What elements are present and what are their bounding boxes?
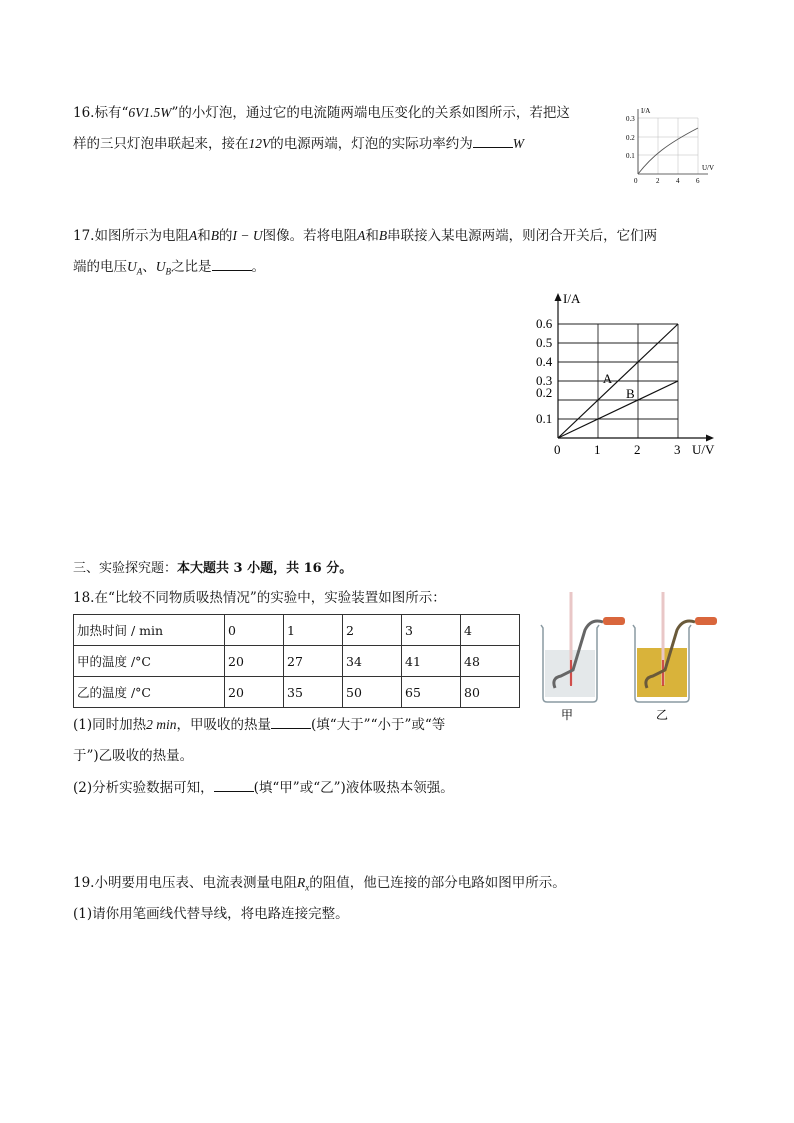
q17-line2b: 之比是	[171, 259, 212, 275]
q17-text2: 的	[218, 228, 233, 244]
q18-sub2-blank[interactable]	[214, 779, 254, 792]
q16-line2b: 的电源两端，灯泡的实际功率约为	[270, 136, 473, 152]
series-line-B	[558, 381, 678, 438]
q17-text4: 串联接入某电源两端，则闭合开关后，它们两	[387, 228, 658, 244]
x-tick-label: 1	[594, 442, 601, 457]
q19-rx: R	[296, 875, 306, 890]
x-tick-label: 0	[554, 442, 561, 457]
y-tick-label: 0.1	[536, 411, 553, 426]
series-label-B: B	[626, 386, 635, 402]
table-cell: 48	[461, 646, 520, 677]
q17-line2a: 端的电压	[73, 259, 127, 275]
y-tick-label: 0.6	[536, 316, 553, 331]
section3-prefix: 三、实验探究题：	[73, 561, 178, 576]
table-row	[74, 615, 520, 646]
y-tick-label: 0.2	[536, 385, 553, 400]
q17-iu-chart	[530, 285, 730, 460]
table-cell: 34	[343, 646, 402, 677]
beaker-jia	[541, 592, 625, 722]
q17-y-arrow	[555, 293, 562, 301]
q17-line1	[73, 227, 657, 245]
q16-xlabel: U/V	[702, 164, 715, 172]
section3-heading	[73, 560, 352, 578]
q16-ylabel: I/A	[641, 107, 651, 115]
q19-number: 19.	[73, 875, 95, 891]
q16-text2: ”的小灯泡，通过它的电流随两端电压变化的关系如图所示，若把这	[171, 105, 570, 121]
q19-rx-sub: x	[305, 882, 310, 893]
q19-sub1	[73, 905, 349, 923]
q17-answer-blank[interactable]	[212, 258, 252, 271]
q17-and: 和	[197, 228, 211, 244]
q16-line1	[73, 104, 570, 122]
table-cell: 20	[225, 677, 284, 708]
q16-xtick: 6	[696, 177, 700, 185]
q17-ua: U	[127, 259, 137, 274]
y-tick-label: 0.4	[536, 354, 553, 369]
q17-period: 。	[251, 259, 265, 275]
clip-yi	[695, 617, 717, 625]
q17-ub-sub: B	[165, 266, 171, 277]
q16-line2	[73, 135, 524, 153]
table-cell: 0	[225, 615, 284, 646]
table-cell: 80	[461, 677, 520, 708]
q18-line1	[73, 589, 446, 607]
q17-text3: 图像。若将电阻	[262, 228, 358, 244]
q17-ua-sub: A	[136, 266, 143, 277]
q18-sub2-b: (填“甲”或“乙”)液体吸热本领强。	[253, 780, 454, 796]
clip-jia	[603, 617, 625, 625]
table-cell-label: 加热时间 / min	[74, 615, 225, 646]
q17-b2: B	[378, 228, 388, 243]
beaker-label-jia: 甲	[561, 708, 574, 722]
q17-x-arrow	[706, 435, 714, 442]
q16-answer-blank[interactable]	[473, 135, 513, 148]
q18-sub1-line1	[73, 716, 445, 734]
q18-sub2	[73, 779, 454, 797]
q18-sub1-b: ，甲吸收的热量	[176, 717, 271, 733]
x-tick-label: 3	[674, 442, 681, 457]
q16-ytick: 0.2	[626, 134, 635, 142]
q16-origin: 0	[634, 177, 638, 185]
table-cell: 50	[343, 677, 402, 708]
section3-rest: 本大题共 3 小题，共 16 分。	[177, 561, 353, 576]
q16-number: 16.	[73, 105, 95, 121]
q16-ytick: 0.1	[626, 152, 635, 160]
q18-number: 18.	[73, 590, 95, 606]
beaker-yi	[633, 592, 717, 722]
q18-data-table	[73, 614, 520, 708]
q17-and2: 和	[365, 228, 379, 244]
table-cell: 27	[284, 646, 343, 677]
q16-text1: 标有“	[94, 105, 129, 121]
q17-ylabel: I/A	[563, 291, 581, 306]
q16-graph	[622, 104, 722, 186]
q16-unit: W	[512, 136, 524, 151]
y-tick-label: 0.3	[536, 373, 553, 388]
q18-sub2-a: (2)分析实验数据可知，	[73, 780, 214, 796]
q18-sub1-line2: 于”)乙吸收的热量。	[73, 748, 194, 764]
q17-b: B	[210, 228, 219, 243]
q19-line1	[73, 874, 566, 897]
q17-line2	[73, 258, 265, 281]
q18-sub1-a: (1)同时加热	[73, 717, 147, 733]
y-tick-label: 0.5	[536, 335, 553, 350]
q16-curve	[638, 128, 698, 174]
table-cell: 3	[402, 615, 461, 646]
table-cell: 4	[461, 615, 520, 646]
q16-xtick: 4	[676, 177, 680, 185]
q18-sub1-line2	[73, 747, 193, 765]
table-cell: 65	[402, 677, 461, 708]
table-cell: 41	[402, 646, 461, 677]
table-cell: 35	[284, 677, 343, 708]
table-cell: 20	[225, 646, 284, 677]
table-cell: 1	[284, 615, 343, 646]
q16-xtick: 2	[656, 177, 660, 185]
q16-line2a: 样的三只灯泡串联起来，接在	[73, 136, 249, 152]
q17-a: A	[188, 228, 198, 243]
q18-text: 在“比较不同物质吸热情况”的实验中，实验装置如图所示：	[94, 590, 446, 606]
table-cell: 2	[343, 615, 402, 646]
x-tick-label: 2	[634, 442, 641, 457]
q18-beakers-illustration	[533, 590, 725, 725]
beaker-label-yi: 乙	[656, 708, 669, 722]
q17-iu: I − U	[232, 228, 263, 243]
q17-xlabel: U/V	[692, 442, 715, 457]
q19-sub1-text: (1)请你用笔画线代替导线，将电路连接完整。	[73, 906, 349, 922]
q19-text1: 小明要用电压表、电流表测量电阻	[94, 875, 297, 891]
q17-text1: 如图所示为电阻	[94, 228, 189, 244]
q17-number: 17.	[73, 228, 95, 244]
q16-voltage: 12V	[248, 136, 271, 151]
table-cell-label: 乙的温度 /°C	[74, 677, 225, 708]
q16-ytick: 0.3	[626, 115, 635, 123]
q17-a2: A	[357, 228, 366, 243]
q16-rating: 6V1.5W	[128, 105, 172, 120]
series-label-A: A	[602, 370, 613, 386]
q17-sep: 、	[142, 259, 156, 275]
q18-sub1-blank[interactable]	[271, 716, 311, 729]
table-row	[74, 677, 520, 708]
q18-sub1-c: (填“大于”“小于”或“等	[311, 717, 446, 733]
q18-sub1-time: 2 min	[146, 717, 177, 732]
q17-ub: U	[155, 259, 166, 274]
table-cell-label: 甲的温度 /°C	[74, 646, 225, 677]
table-row	[74, 646, 520, 677]
q19-text2: 的阻值，他已连接的部分电路如图甲所示。	[309, 875, 566, 891]
